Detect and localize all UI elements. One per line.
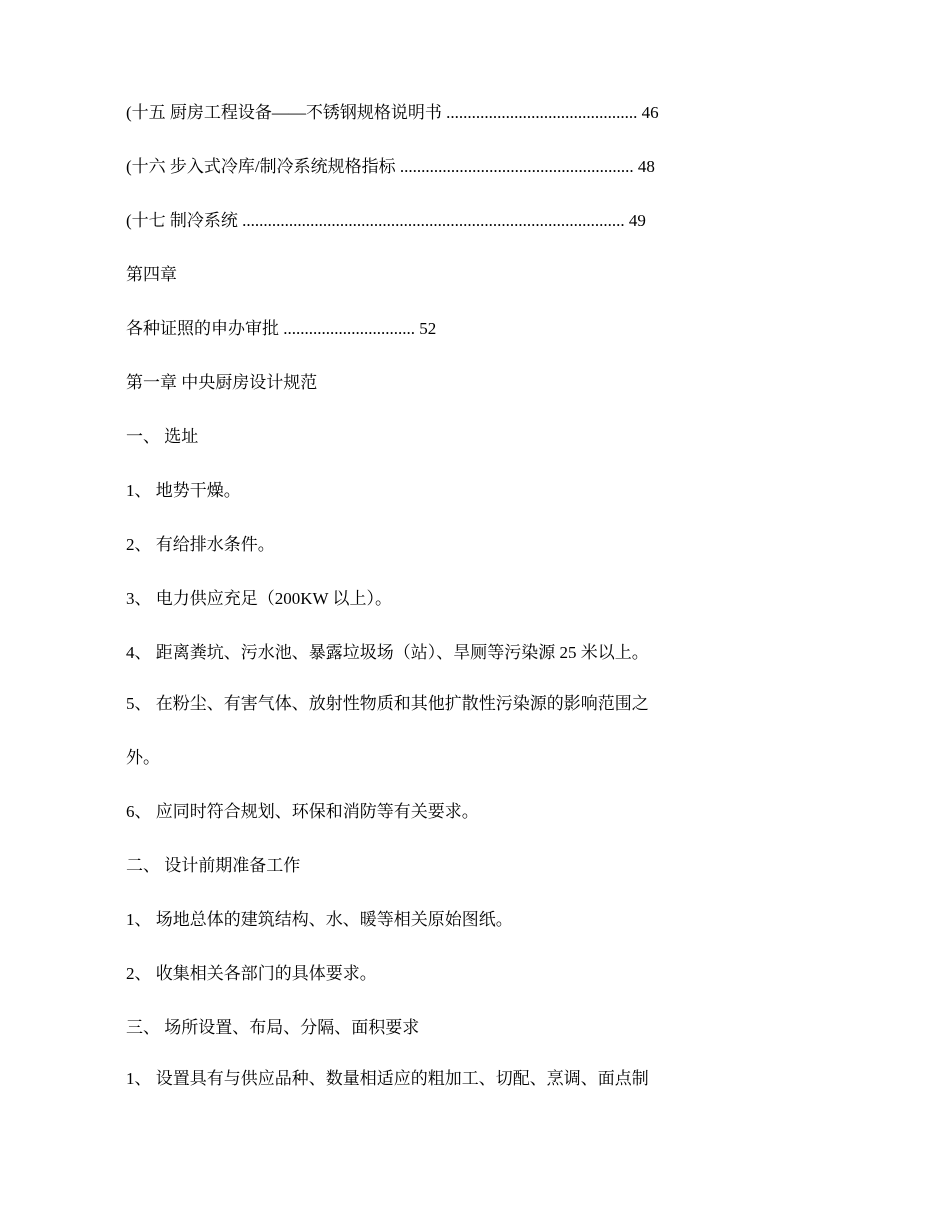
list-item: 1、 场地总体的建筑结构、水、暖等相关原始图纸。 — [126, 910, 513, 929]
section-heading-preparation: 二、 设计前期准备工作 — [126, 856, 301, 875]
list-item: 5、 在粉尘、有害气体、放射性物质和其他扩散性污染源的影响范围之 — [126, 694, 649, 713]
list-item: 3、 电力供应充足（200KW 以上）。 — [126, 589, 393, 608]
section-heading-layout: 三、 场所设置、布局、分隔、面积要求 — [126, 1018, 420, 1037]
chapter-title: 第一章 中央厨房设计规范 — [126, 373, 318, 392]
toc-entry-16: (十六 步入式冷库/制冷系统规格指标 ....................................................... 48 — [126, 157, 655, 176]
toc-entry-17: (十七 制冷系统 .......................................................................................... 49 — [126, 211, 646, 230]
list-item: 2、 有给排水条件。 — [126, 535, 275, 554]
list-item: 2、 收集相关各部门的具体要求。 — [126, 964, 377, 983]
toc-chapter-4: 第四章 — [126, 265, 177, 284]
list-item: 1、 设置具有与供应品种、数量相适应的粗加工、切配、烹调、面点制 — [126, 1069, 649, 1088]
list-item: 6、 应同时符合规划、环保和消防等有关要求。 — [126, 802, 479, 821]
section-heading-site: 一、 选址 — [126, 427, 199, 446]
toc-entry-15: (十五 厨房工程设备——不锈钢规格说明书 ............................................. 46 — [126, 103, 659, 122]
toc-entry-licenses: 各种证照的申办审批 ............................... 52 — [126, 319, 437, 338]
list-item: 1、 地势干燥。 — [126, 481, 241, 500]
list-item: 4、 距离粪坑、污水池、暴露垃圾场（站）、旱厕等污染源 25 米以上。 — [126, 643, 649, 662]
list-item-continuation: 外。 — [126, 748, 160, 767]
